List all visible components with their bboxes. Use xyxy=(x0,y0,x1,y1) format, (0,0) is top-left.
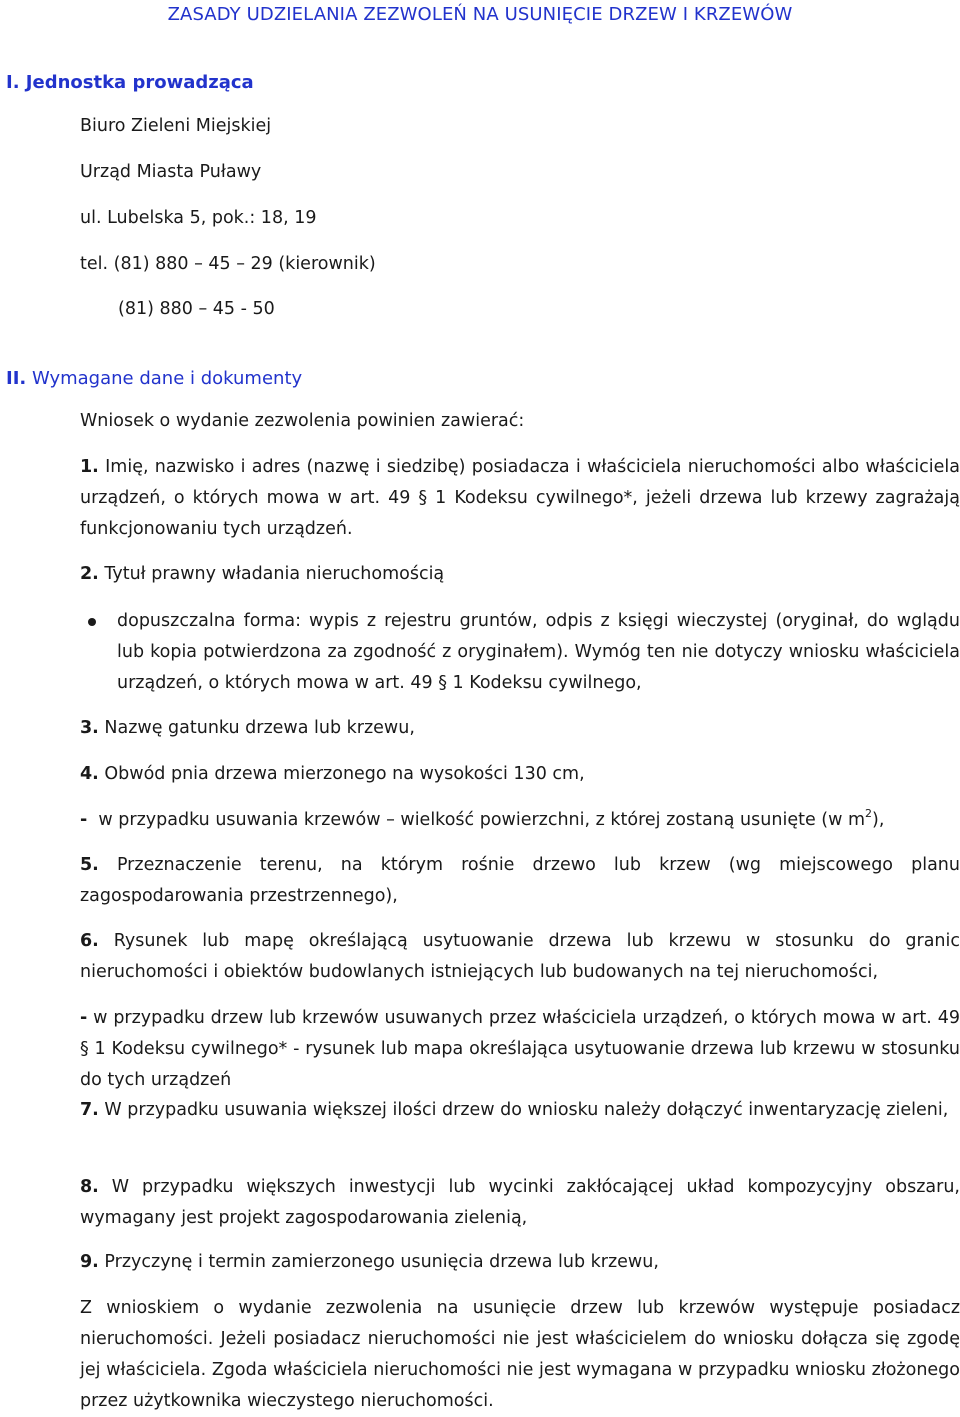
office-address: ul. Lubelska 5, pok.: 18, 19 xyxy=(80,208,317,228)
phone-manager: tel. (81) 880 – 45 – 29 (kierownik) xyxy=(80,254,376,274)
list-item-4-sub: - w przypadku usuwania krzewów – wielkość powierzchni, z której zostaną usunięte (w $m^2$), xyxy=(80,807,885,830)
phone-office: (81) 880 – 45 - 50 xyxy=(118,299,275,319)
closing-paragraph: Z wnioskiem o wydanie zezwolenia na usunięcie drzew lub krzewów występuje posiadacz nieruchomości. Jeżeli posiadacz nieruchomości nie jest właścicielem do wniosku dołącza się zgodę jej właściciela. Zgoda właściciela nieruchomości nie jest wymagana w przypadku wniosku złożonego przez użytkownika wieczystego nieruchomości. xyxy=(80,1298,960,1411)
institution-name: Urząd Miasta Puławy xyxy=(80,162,262,182)
list-item-6: 6. Rysunek lub mapę określającą usytuowanie drzewa lub krzewu w stosunku do granic nieruchomości i obiektów budowlanych istniejących lub budowanych na tej nieruchomości, xyxy=(80,931,960,982)
list-item-2: 2. Tytuł prawny władania nieruchomością xyxy=(80,564,445,584)
list-item-2-bullet: dopuszczalna forma: wypis z rejestru gruntów, odpis z księgi wieczystej (oryginał, do wglądu lub kopia potwierdzona za zgodność z oryginałem). Wymóg ten nie dotyczy wniosku właściciela urządzeń, o których mowa w art. 49 § 1 Kodeksu cywilnego, xyxy=(117,611,960,693)
list-item-7: 7. W przypadku usuwania większej ilości drzew do wniosku należy dołączyć inwentaryzację zieleni, xyxy=(80,1100,949,1120)
list-item-5: 5. Przeznaczenie terenu, na którym rośnie drzewo lub krzew (wg miejscowego planu zagospodarowania przestrzennego), xyxy=(80,855,960,906)
list-item-6-sub: - w przypadku drzew lub krzewów usuwanych przez właściciela urządzeń, o których mowa w art. 49 § 1 Kodeksu cywilnego* - rysunek lub mapa określająca usytuowanie drzewa lub krzewu w stosunku do tych urządzeń xyxy=(80,1008,960,1090)
requirements-intro: Wniosek o wydanie zezwolenia powinien zawierać: xyxy=(80,411,525,431)
list-item-1: 1. Imię, nazwisko i adres (nazwę i siedzibę) posiadacza i właściciela nieruchomości albo właściciela urządzeń, o których mowa w art. 49 § 1 Kodeksu cywilnego*, jeżeli drzewa lub krzewy zagrażają funkcjonowaniu tych urządzeń. xyxy=(80,457,960,539)
list-item-3: 3. Nazwę gatunku drzewa lub krzewu, xyxy=(80,718,415,738)
list-item-9: 9. Przyczynę i termin zamierzonego usunięcia drzewa lub krzewu, xyxy=(80,1252,659,1272)
list-item-8: 8. W przypadku większych inwestycji lub wycinki zakłócającej układ kompozycyjny obszaru, wymagany jest projekt zagospodarowania zielenią, xyxy=(80,1177,960,1228)
section-1-heading: I. Jednostka prowadząca xyxy=(6,72,254,93)
document-title: ZASADY UDZIELANIA ZEZWOLEŃ NA USUNIĘCIE DRZEW I KRZEWÓW xyxy=(167,4,793,25)
bullet-icon xyxy=(88,618,96,626)
list-item-4: 4. Obwód pnia drzewa mierzonego na wysokości 130 cm, xyxy=(80,764,585,784)
office-name: Biuro Zieleni Miejskiej xyxy=(80,116,272,136)
section-2-heading: II. Wymagane dane i dokumenty xyxy=(6,368,303,389)
